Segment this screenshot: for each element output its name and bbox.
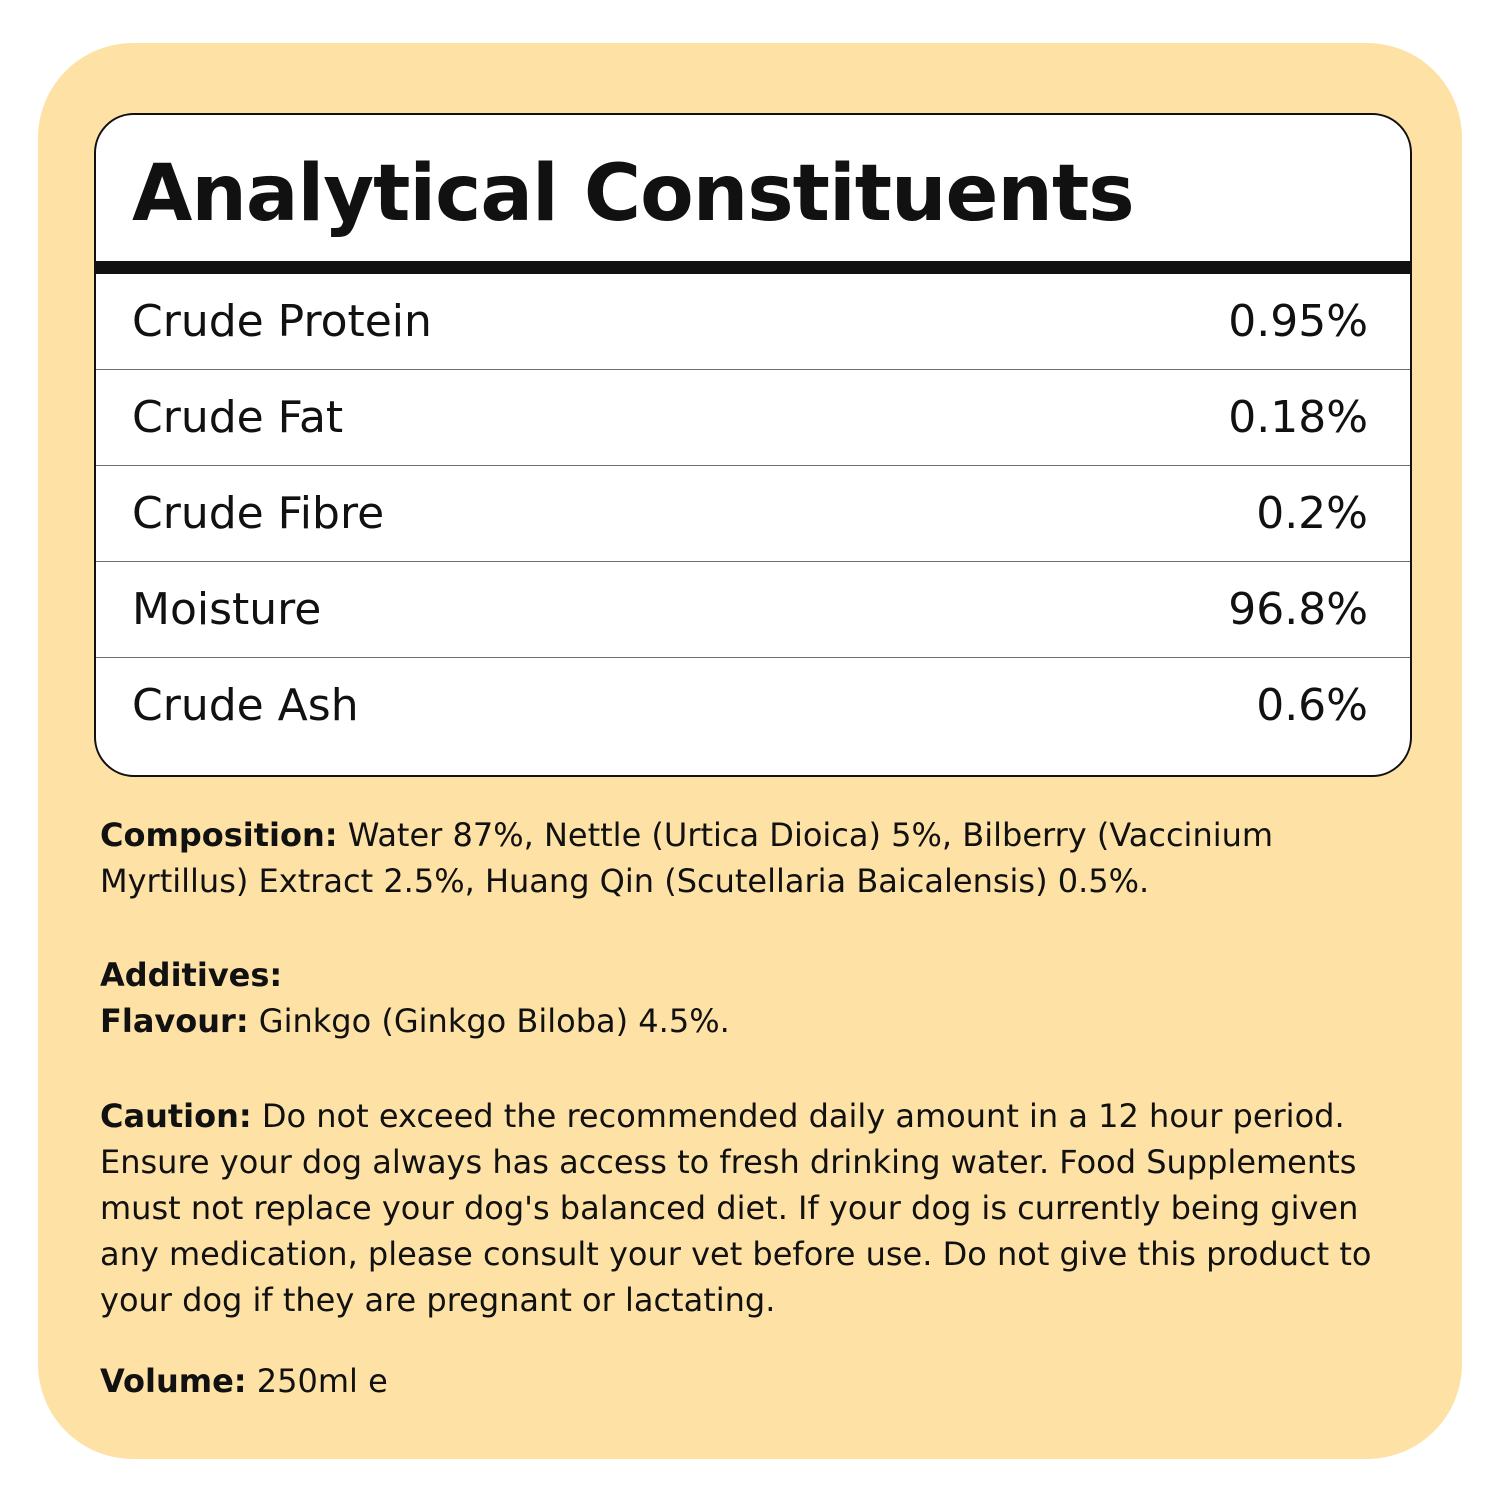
table-row xyxy=(96,370,1410,466)
volume-label: Volume: xyxy=(100,1362,247,1400)
constituent-value: 96.8% xyxy=(1228,583,1368,635)
constituent-name: Crude Protein xyxy=(132,295,432,347)
constituent-value: 0.2% xyxy=(1256,487,1368,539)
composition-paragraph xyxy=(100,812,1420,904)
constituent-rows xyxy=(96,274,1410,754)
caution-paragraph xyxy=(100,1093,1420,1323)
table-row xyxy=(96,562,1410,658)
volume-paragraph xyxy=(100,1358,1420,1404)
additives-paragraph xyxy=(100,952,1420,1044)
table-title: Analytical Constituents xyxy=(132,149,1134,239)
constituent-value: 0.18% xyxy=(1228,391,1368,443)
constituent-name: Moisture xyxy=(132,583,322,635)
caution-label: Caution: xyxy=(100,1097,252,1135)
constituent-value: 0.6% xyxy=(1256,680,1368,731)
constituent-value: 0.95% xyxy=(1228,295,1368,347)
volume-text: 250ml e xyxy=(246,1362,388,1400)
composition-label: Composition: xyxy=(100,816,338,854)
analytical-constituents-table xyxy=(94,113,1412,777)
caution-text: Do not exceed the recommended daily amount in a 12 hour period. Ensure your dog always has access to fresh drinking water. Food Supplements must not replace your dog's balanced diet. If your dog is currently being given any medication, please consult your vet before use. Do not give this product to your dog if they are pregnant or lactating. xyxy=(100,1097,1372,1319)
table-row xyxy=(96,274,1410,370)
constituent-name: Crude Fat xyxy=(132,391,344,443)
constituent-name: Crude Fibre xyxy=(132,487,385,539)
flavour-label: Flavour: xyxy=(100,1002,249,1040)
table-row xyxy=(96,466,1410,562)
flavour-text: Ginkgo (Ginkgo Biloba) 4.5%. xyxy=(248,1002,730,1040)
composition-text: Water 87%, Nettle (Urtica Dioica) 5%, Bilberry (Vaccinium Myrtillus) Extract 2.5%, Huang Qin (Scutellaria Baicalensis) 0.5%. xyxy=(100,816,1274,900)
constituent-name: Crude Ash xyxy=(132,680,359,731)
additives-label: Additives: xyxy=(100,956,283,994)
table-row xyxy=(96,658,1410,754)
title-divider xyxy=(96,261,1410,274)
